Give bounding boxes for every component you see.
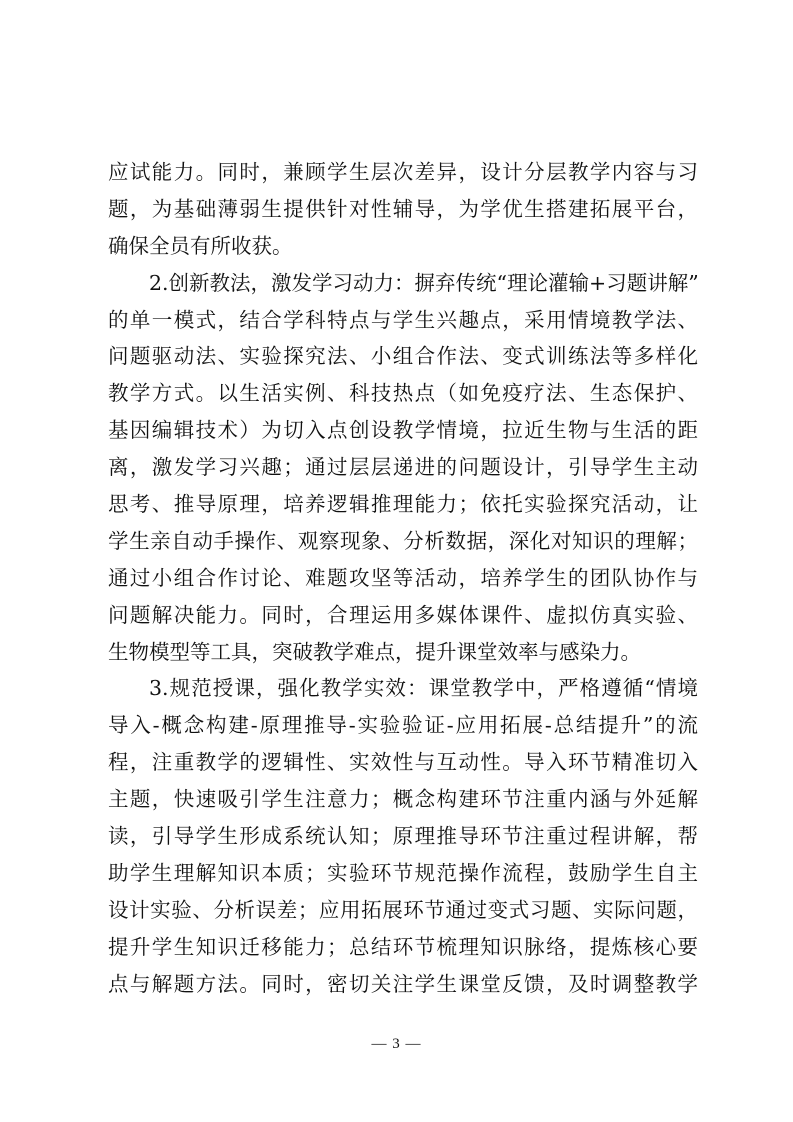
text-line: 确保全员有所收获。 (108, 233, 293, 258)
paragraph-continued (108, 154, 698, 265)
text-line: 3.规范授课，强化教学实效：课堂教学中，严格遵循“情境 (149, 676, 698, 701)
text-line: 读，引导学生形成系统认知；原理推导环节注重过程讲解，帮 (108, 824, 698, 849)
text-line: 应试能力。同时，兼顾学生层次差异，设计分层教学内容与习 (108, 160, 698, 184)
text-line: 学生亲自动手操作、观察现象、分析数据，深化对知识的理解； (108, 528, 698, 553)
text-line: 提升学生知识迁移能力；总结环节梳理知识脉络，提炼核心要 (108, 934, 698, 959)
text-line: 导入-概念构建-原理推导-实验验证-应用拓展-总结提升”的流 (108, 713, 698, 738)
text-line: 教学方式。以生活实例、科技热点（如免疫疗法、生态保护、 (108, 381, 698, 406)
text-line: 设计实验、分析误差；应用拓展环节通过变式习题、实际问题， (108, 897, 698, 922)
text-line: 生物模型等工具，突破教学难点，提升课堂效率与感染力。 (108, 639, 641, 664)
text-line: 离，激发学习兴趣；通过层层递进的问题设计，引导学生主动 (108, 455, 698, 480)
paragraph-standardize-lessons (108, 670, 698, 1002)
text-line: 思考、推导原理，培养逻辑推理能力；依托实验探究活动，让 (108, 492, 698, 517)
page-number: — 3 — (371, 1036, 422, 1052)
text-line: 的单一模式，结合学科特点与学生兴趣点，采用情境教学法、 (108, 307, 698, 332)
text-line: 点与解题方法。同时，密切关注学生课堂反馈，及时调整教学 (108, 971, 698, 996)
text-line: 题，为基础薄弱生提供针对性辅导，为学优生搭建拓展平台， (108, 196, 698, 221)
text-line: 助学生理解知识本质；实验环节规范操作流程，鼓励学生自主 (108, 860, 698, 885)
text-line: 问题解决能力。同时，合理运用多媒体课件、虚拟仿真实验、 (108, 602, 698, 627)
body-text (108, 154, 698, 1002)
text-line: 主题，快速吸引学生注意力；概念构建环节注重内涵与外延解 (108, 787, 698, 812)
text-line: 通过小组合作讨论、难题攻坚等活动，培养学生的团队协作与 (108, 565, 698, 590)
text-line: 问题驱动法、实验探究法、小组合作法、变式训练法等多样化 (108, 344, 698, 369)
text-line: 程，注重教学的逻辑性、实效性与互动性。导入环节精准切入 (108, 750, 698, 775)
text-line: 2.创新教法，激发学习动力：摒弃传统“理论灌输+习题讲解” (149, 270, 699, 295)
paragraph-innovate-teaching (108, 265, 698, 671)
text-line: 基因编辑技术）为切入点创设教学情境，拉近生物与生活的距 (108, 418, 698, 443)
